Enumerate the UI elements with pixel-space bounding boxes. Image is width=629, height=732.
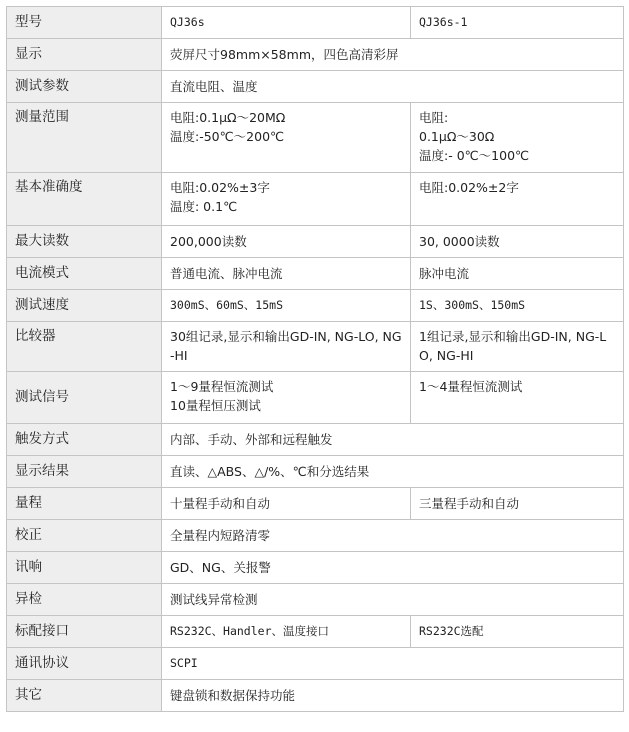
row-label-current-mode: 电流模式 (7, 258, 162, 290)
row-label-test-params: 测试参数 (7, 71, 162, 103)
trigger-value: 内部、手动、外部和远程触发 (162, 424, 624, 456)
row-label-interface: 标配接口 (7, 616, 162, 648)
row-label-accuracy: 基本准确度 (7, 173, 162, 226)
table-row (7, 648, 624, 680)
table-row (7, 616, 624, 648)
current-mode-qj36s: 普通电流、脉冲电流 (162, 258, 411, 290)
table-row (7, 424, 624, 456)
row-label-display-result: 显示结果 (7, 456, 162, 488)
table-row (7, 226, 624, 258)
other-value: 键盘锁和数据保持功能 (162, 680, 624, 712)
table-row (7, 258, 624, 290)
interface-qj36s: RS232C、Handler、温度接口 (162, 616, 411, 648)
table-row (7, 488, 624, 520)
row-label-calibration: 校正 (7, 520, 162, 552)
test-signal-qj36s: 1～9量程恒流测试 10量程恒压测试 (162, 372, 411, 424)
table-row (7, 520, 624, 552)
table-row (7, 173, 624, 226)
row-label-other: 其它 (7, 680, 162, 712)
model-qj36s: QJ36s (162, 7, 411, 39)
table-row (7, 680, 624, 712)
table-row (7, 552, 624, 584)
table-row (7, 103, 624, 173)
row-label-fault-check: 异检 (7, 584, 162, 616)
accuracy-qj36s-1: 电阻:0.02%±2字 (411, 173, 624, 226)
row-label-max-reading: 最大读数 (7, 226, 162, 258)
table-row (7, 584, 624, 616)
row-label-range: 测量范围 (7, 103, 162, 173)
comparator-qj36s: 30组记录,显示和输出GD-IN, NG-LO, NG-HI (162, 322, 411, 372)
fault-check-value: 测试线异常检测 (162, 584, 624, 616)
display-value: 荧屏尺寸98mm×58mm，四色高清彩屏 (162, 39, 624, 71)
row-label-comparator: 比较器 (7, 322, 162, 372)
protocol-value: SCPI (162, 648, 624, 680)
current-mode-qj36s-1: 脉冲电流 (411, 258, 624, 290)
interface-qj36s-1: RS232C选配 (411, 616, 624, 648)
accuracy-qj36s: 电阻:0.02%±3字 温度: 0.1℃ (162, 173, 411, 226)
row-label-model: 型号 (7, 7, 162, 39)
range-mode-qj36s: 十量程手动和自动 (162, 488, 411, 520)
spec-table (6, 6, 624, 712)
row-label-protocol: 通讯协议 (7, 648, 162, 680)
speed-qj36s: 300mS、60mS、15mS (162, 290, 411, 322)
table-row (7, 290, 624, 322)
max-reading-qj36s-1: 30, 0000读数 (411, 226, 624, 258)
table-row (7, 372, 624, 424)
test-signal-qj36s-1: 1～4量程恒流测试 (411, 372, 624, 424)
row-label-test-signal: 测试信号 (7, 372, 162, 424)
beeper-value: GD、NG、关报警 (162, 552, 624, 584)
model-qj36s-1: QJ36s-1 (411, 7, 624, 39)
display-result-value: 直读、△ABS、△/%、℃和分选结果 (162, 456, 624, 488)
table-row (7, 456, 624, 488)
table-row (7, 322, 624, 372)
calibration-value: 全量程内短路清零 (162, 520, 624, 552)
row-label-range-mode: 量程 (7, 488, 162, 520)
comparator-qj36s-1: 1组记录,显示和输出GD-IN, NG-LO, NG-HI (411, 322, 624, 372)
speed-qj36s-1: 1S、300mS、150mS (411, 290, 624, 322)
table-row (7, 71, 624, 103)
row-label-trigger: 触发方式 (7, 424, 162, 456)
row-label-beeper: 讯响 (7, 552, 162, 584)
range-qj36s: 电阻:0.1μΩ～20MΩ 温度:-50℃～200℃ (162, 103, 411, 173)
range-qj36s-1: 电阻: 0.1μΩ～30Ω 温度:- 0℃～100℃ (411, 103, 624, 173)
table-row (7, 39, 624, 71)
row-label-speed: 测试速度 (7, 290, 162, 322)
range-mode-qj36s-1: 三量程手动和自动 (411, 488, 624, 520)
max-reading-qj36s: 200,000读数 (162, 226, 411, 258)
table-row (7, 7, 624, 39)
test-params-value: 直流电阻、温度 (162, 71, 624, 103)
row-label-display: 显示 (7, 39, 162, 71)
